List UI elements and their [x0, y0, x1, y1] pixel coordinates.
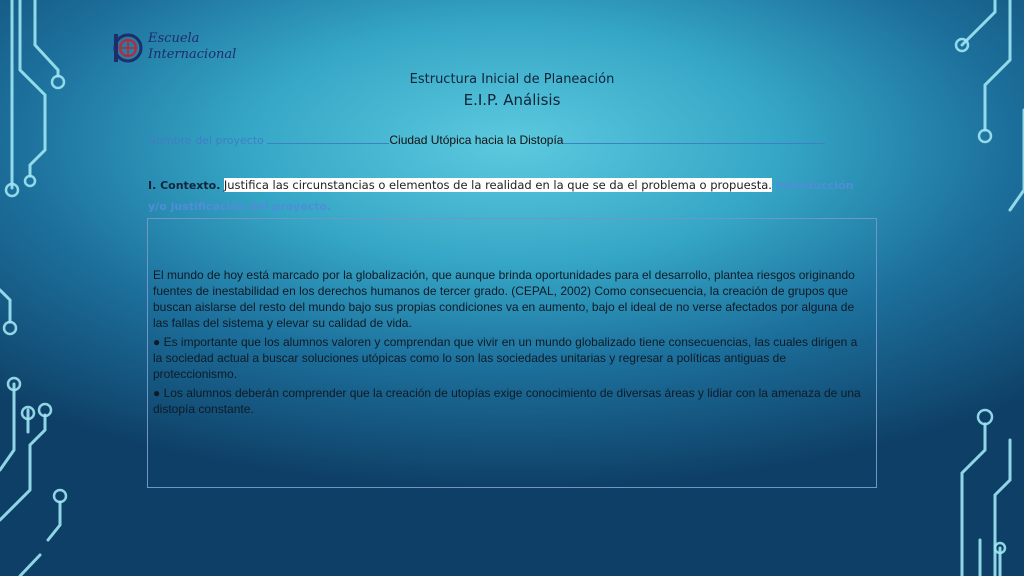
- project-name-underline-end: [563, 133, 825, 144]
- project-name-row: [148, 133, 825, 147]
- context-content: [153, 267, 865, 420]
- school-name: [148, 31, 236, 63]
- context-heading: I. Contexto.: [148, 179, 221, 192]
- bullet-item: ● Los alumnos deberán comprender que la creación de utopías exige conocimiento de diversas áreas y lidiar con la amenaza de una distopía constante.: [153, 386, 861, 416]
- school-name-line2: Internacional: [148, 47, 237, 62]
- school-name-line1: Escuela: [148, 31, 200, 46]
- page-subtitle: E.I.P. Análisis: [463, 91, 561, 109]
- context-instruction: Justifica las circunstancias o elementos de la realidad en la que se da el problema o propuesta.: [223, 178, 772, 192]
- context-paragraph: El mundo de hoy está marcado por la globalización, que aunque brinda oportunidades para el desarrollo, plantea riesgos originando fuentes de inestabilidad en los derechos humanos de tercer grado. (CEPAL, 2002) Como consecuencia, la creación de grupos que buscan aislarse del resto del mundo bajo sus propias condiciones va en aumento, bajo el ideal de no verse afectados por alguna de las fallas del sistema y elevar su calidad de vida.: [153, 268, 855, 330]
- bullet-item: ● Es importante que los alumnos valoren y comprendan que vivir en un mundo globalizado tiene consecuencias, las cuales dirigen a la sociedad actual a buscar soluciones utópicas como lo son las sociedades unitarias y regresar a políticas antiguas de proteccionismo.: [153, 335, 858, 381]
- context-section: [148, 175, 868, 217]
- project-name-label: Nombre del proyecto: [148, 134, 264, 147]
- page-title: Estructura Inicial de Planeación: [409, 72, 615, 87]
- project-name-underline: [267, 133, 389, 144]
- context-subheading: Introducción y/o justificación del proyecto.: [148, 179, 854, 213]
- project-name-value: Ciudad Utópica hacia la Distopía: [389, 133, 564, 147]
